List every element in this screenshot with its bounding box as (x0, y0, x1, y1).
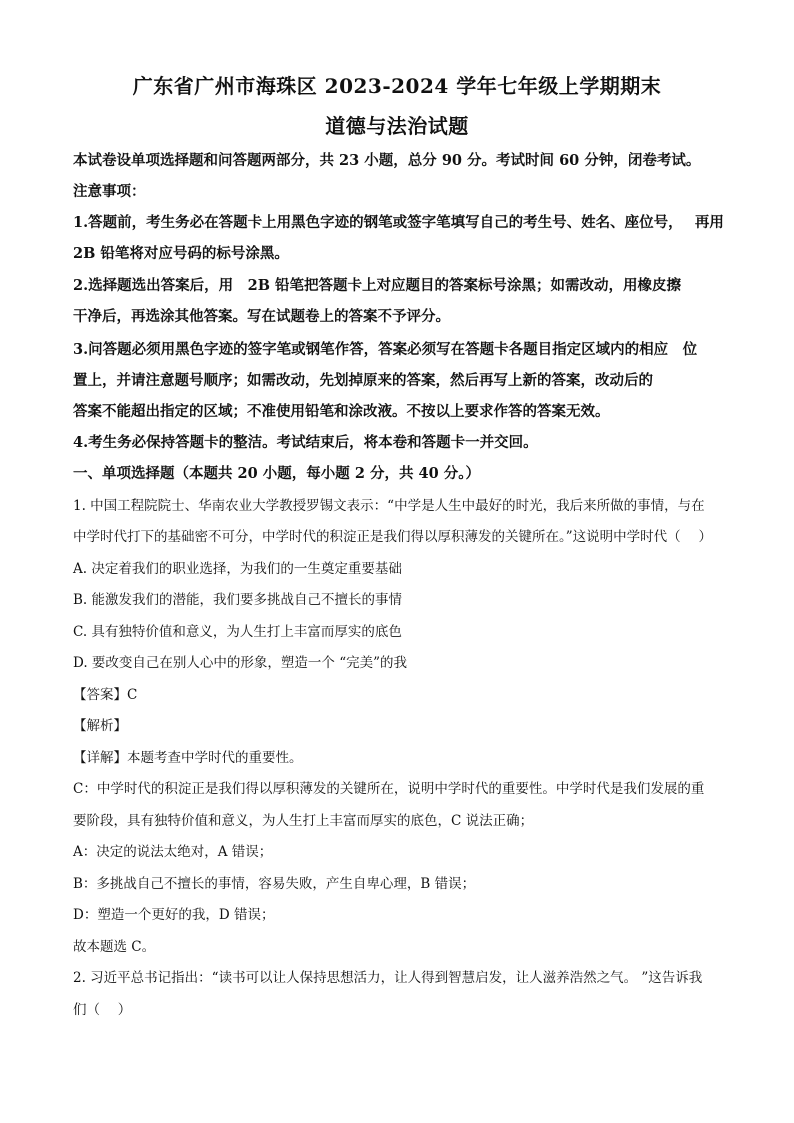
question-1-stem-a: 1. 中国工程院院士、华南农业大学教授罗锡文表示：“中学是人生中最好的时光，我后来所做的事情，与在 (73, 498, 705, 514)
note-2-line-b: 干净后，再选涂其他答案。写在试题卷上的答案不予评分。 (73, 308, 450, 325)
document-title-line2: 道德与法治试题 (325, 114, 469, 138)
question-1-explanation-d: D：塑造一个更好的我，D 错误； (73, 907, 275, 923)
note-3-line-a: 3.问答题必须用黑色字迹的签字笔或钢笔作答，答案必须写在答题卡各题目指定区域内的相应 位 (73, 341, 698, 358)
question-2-stem-a: 2. 习近平总书记指出：“读书可以让人保持思想活力，让人得到智慧启发，让人滋养浩然之气。 ”这告诉我 (73, 970, 703, 986)
question-1-option-d: D. 要改变自己在别人心中的形象，塑造一个 “完美”的我 (73, 655, 408, 671)
notes-heading: 注意事项： (73, 183, 146, 200)
note-4: 4.考生务必保持答题卡的整洁。考试结束后，将本卷和答题卡一并交回。 (73, 434, 538, 451)
question-1-explanation-a: A：决定的说法太绝对，A 错误； (73, 844, 273, 860)
question-1-option-b: B. 能激发我们的潜能，我们要多挑战自己不擅长的事情 (73, 592, 403, 608)
note-3-line-b: 置上，并请注意题号顺序；如需改动，先划掉原来的答案，然后再写上新的答案，改动后的 (73, 372, 653, 389)
note-1-line-a: 1.答题前，考生务必在答题卡上用黑色字迹的钢笔或签字笔填写自己的考生号、姓名、座位号， 再用 (73, 214, 724, 231)
question-1-analysis-tag: 【解析】 (73, 718, 127, 734)
note-3-line-c: 答案不能超出指定的区域；不准使用铅笔和涂改液。不按以上要求作答的答案无效。 (73, 403, 610, 420)
question-1-answer: 【答案】C (73, 687, 138, 703)
question-1-detail: 【详解】本题考查中学时代的重要性。 (73, 750, 303, 766)
question-1-option-c: C. 具有独特价值和意义，为人生打上丰富而厚实的底色 (73, 624, 402, 640)
exam-intro: 本试卷设单项选择题和问答题两部分，共 23 小题，总分 90 分。考试时间 60 分钟，闭卷考试。 (73, 152, 701, 169)
question-1-explanation-c-a: C：中学时代的积淀正是我们得以厚积薄发的关键所在，说明中学时代的重要性。中学时代是我们发展的重 (73, 781, 705, 797)
note-1-line-b: 2B 铅笔将对应号码的标号涂黑。 (73, 245, 289, 262)
document-title-line1: 广东省广州市海珠区 2023-2024 学年七年级上学期期末 (132, 74, 662, 98)
question-1-conclusion: 故本题选 C。 (73, 939, 156, 955)
question-1-stem-b: 中学时代打下的基础密不可分，中学时代的积淀正是我们得以厚积薄发的关键所在。”这说明中学时代（ ） (73, 529, 712, 545)
question-2-stem-b: 们（ ） (73, 1002, 132, 1018)
question-1-explanation-b: B：多挑战自己不擅长的事情，容易失败，产生自卑心理，B 错误； (73, 876, 476, 892)
section-1-heading: 一、单项选择题（本题共 20 小题，每小题 2 分，共 40 分。） (73, 465, 480, 482)
question-1-explanation-c-b: 要阶段，具有独特价值和意义，为人生打上丰富而厚实的底色，C 说法正确； (73, 813, 534, 829)
question-1-option-a: A. 决定着我们的职业选择，为我们的一生奠定重要基础 (73, 561, 402, 577)
note-2-line-a: 2.选择题选出答案后，用 2B 铅笔把答题卡上对应题目的答案标号涂黑；如需改动，用橡皮擦 (73, 277, 682, 294)
